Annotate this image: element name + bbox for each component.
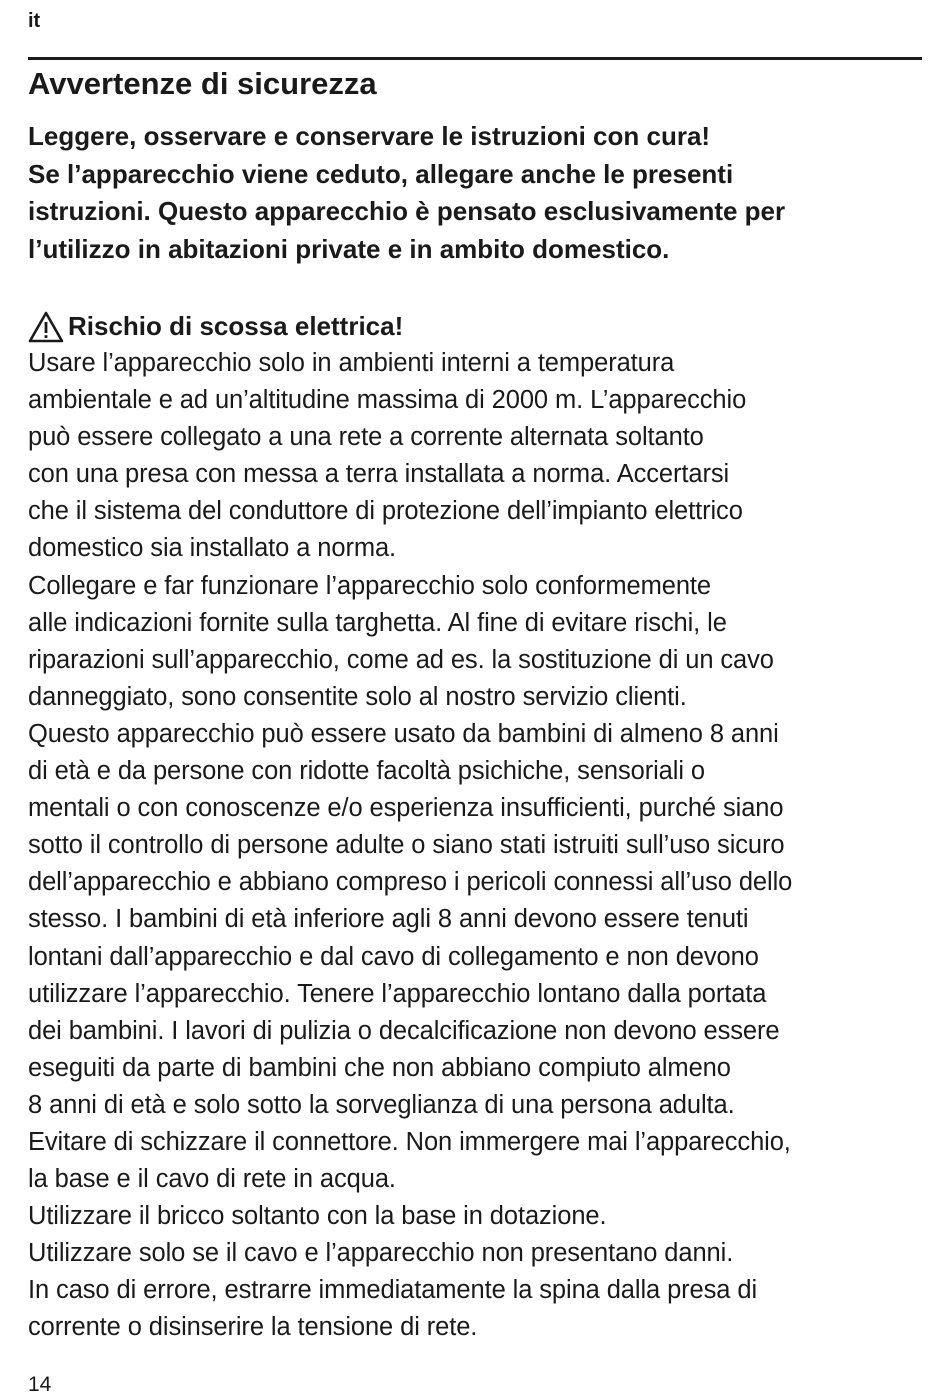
body-line: Collegare e far funzionare l’apparecchio solo conformemente	[28, 571, 711, 600]
body-line: corrente o disinserire la tensione di rete.	[28, 1313, 478, 1342]
body-line: dei bambini. I lavori di pulizia o decalcificazione non devono essere	[28, 1016, 780, 1045]
intro-paragraph	[28, 118, 928, 268]
body-line: con una presa con messa a terra installata a norma. Accertarsi	[28, 460, 730, 489]
page-number: 14	[28, 1373, 52, 1396]
document-body	[28, 64, 928, 1347]
body-line: stesso. I bambini di età inferiore agli 8 anni devono essere tenuti	[28, 905, 749, 934]
language-code: it	[28, 10, 41, 32]
body-line: sotto il controllo di persone adulte o siano stati istruiti sull’uso sicuro	[28, 831, 785, 860]
body-line: mentali o con conoscenze e/o esperienza insufficienti, purché siano	[28, 794, 784, 823]
body-line: riparazioni sull’apparecchio, come ad es. la sostituzione di un cavo	[28, 645, 774, 674]
body-line: Utilizzare il bricco soltanto con la base in dotazione.	[28, 1202, 607, 1231]
body-line: ambientale e ad un’altitudine massima di 2000 m. L’apparecchio	[28, 386, 747, 415]
body-line: di età e da persone con ridotte facoltà psichiche, sensoriali o	[28, 757, 705, 786]
body-line: alle indicazioni fornite sulla targhetta. Al fine di evitare rischi, le	[28, 608, 727, 637]
body-line: utilizzare l’apparecchio. Tenere l’apparecchio lontano dalla portata	[28, 979, 767, 1008]
body-line: In caso di errore, estrarre immediatamente la spina dalla presa di	[28, 1276, 758, 1305]
intro-line: Se l’apparecchio viene ceduto, allegare anche le presenti	[28, 158, 734, 189]
body-line: può essere collegato a una rete a corrente alternata soltanto	[28, 423, 704, 452]
warning-heading	[28, 308, 928, 345]
body-line: eseguiti da parte di bambini che non abbiano compiuto almeno	[28, 1053, 731, 1082]
body-line: danneggiato, sono consentite solo al nostro servizio clienti.	[28, 682, 687, 711]
body-line: che il sistema del conduttore di protezione dell’impianto elettrico	[28, 497, 743, 526]
body-line: domestico sia installato a norma.	[28, 534, 397, 563]
body-line: Questo apparecchio può essere usato da bambini di almeno 8 anni	[28, 719, 779, 748]
warning-heading-text: Rischio di scossa elettrica!	[68, 311, 404, 341]
body-line: 8 anni di età e solo sotto la sorveglianza di una persona adulta.	[28, 1090, 735, 1119]
warning-triangle-icon	[28, 311, 68, 343]
body-line: lontani dall’apparecchio e dal cavo di collegamento e non devono	[28, 942, 759, 971]
intro-line: Leggere, osservare e conservare le istruzioni con cura!	[28, 121, 711, 151]
body-line: Utilizzare solo se il cavo e l’apparecchio non presentano danni.	[28, 1239, 734, 1268]
page-title: Avvertenze di sicurezza	[28, 66, 377, 101]
intro-line: istruzioni. Questo apparecchio è pensato esclusivamente per	[28, 196, 786, 226]
body-line: dell’apparecchio e abbiano compreso i pericoli connessi all’uso dello	[28, 868, 793, 897]
header-divider	[28, 57, 922, 60]
warning-body	[28, 345, 928, 1347]
body-line: Usare l’apparecchio solo in ambienti interni a temperatura	[28, 349, 675, 377]
intro-line: l’utilizzo in abitazioni private e in ambito domestico.	[28, 233, 670, 264]
body-line: la base e il cavo di rete in acqua.	[28, 1165, 396, 1194]
body-line: Evitare di schizzare il connettore. Non immergere mai l’apparecchio,	[28, 1127, 791, 1156]
